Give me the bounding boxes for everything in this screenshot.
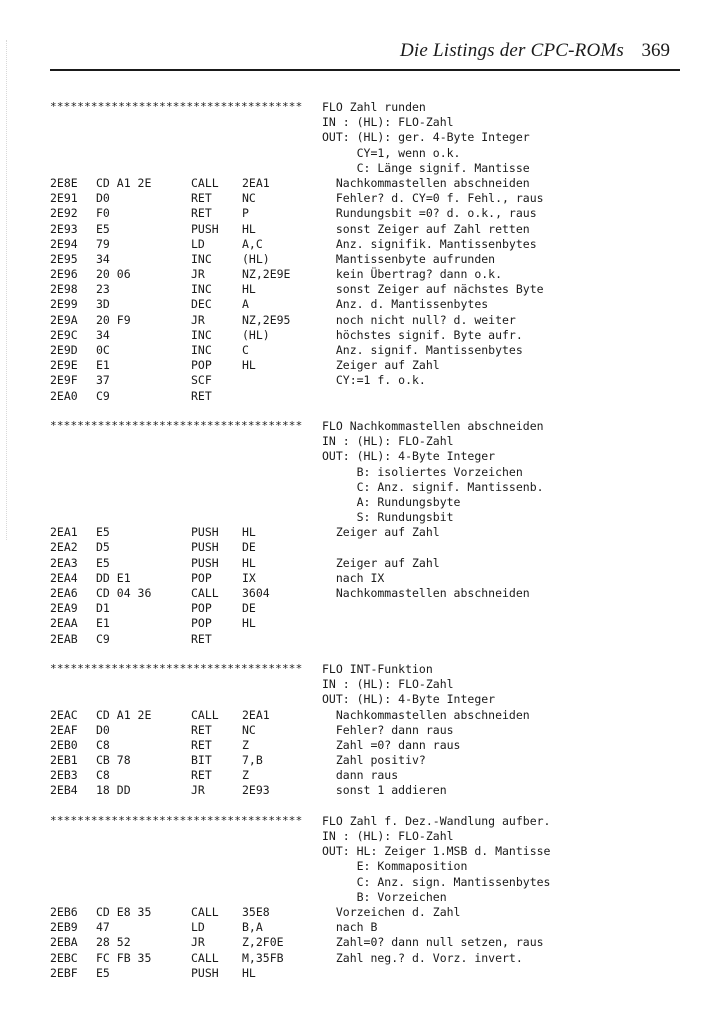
opcode-bytes: C9 (96, 631, 110, 646)
listing-line (50, 890, 690, 905)
listing-line (50, 465, 690, 480)
mnemonic: RET (191, 191, 212, 206)
listing-line (50, 176, 690, 191)
address: 2EA4 (50, 570, 78, 585)
operand: Z (242, 768, 249, 783)
listing-line (50, 692, 690, 707)
running-header (50, 40, 680, 68)
opcode-bytes: 3D (96, 297, 110, 312)
operand: 3604 (242, 586, 270, 600)
address: 2E9C (50, 327, 78, 342)
address: 2E96 (50, 267, 78, 282)
comment: noch nicht null? d. weiter (322, 312, 516, 327)
listing-line (50, 252, 690, 267)
comment: Vorzeichen d. Zahl (322, 904, 461, 919)
listing-line (50, 161, 690, 176)
address: 2E98 (50, 282, 78, 297)
opcode-bytes: CD A1 2E (96, 707, 152, 722)
operand: P (242, 206, 249, 221)
opcode-bytes: CB 78 (96, 753, 131, 768)
listing-line (50, 616, 690, 631)
comment: sonst Zeiger auf nächstes Byte (322, 282, 544, 297)
comment: FLO Zahl f. Dez.-Wandlung aufber. (322, 813, 551, 828)
listing-line (50, 540, 690, 555)
opcode-bytes: D1 (96, 601, 110, 616)
listing-line (50, 753, 690, 768)
mnemonic: CALL (191, 707, 219, 722)
mnemonic: LD (191, 236, 205, 251)
listing-line (50, 267, 690, 282)
mnemonic: LD (191, 920, 205, 935)
listing-line (50, 313, 690, 328)
operand: DE (242, 540, 256, 555)
running-title: Die Listings der CPC-ROMs (399, 40, 624, 61)
opcode-bytes: D0 (96, 722, 110, 737)
listing-line (50, 510, 690, 525)
listing-line (50, 859, 690, 874)
mnemonic: SCF (191, 373, 212, 388)
opcode-bytes: F0 (96, 206, 110, 221)
comment: Anz. signif. Mantissenbytes (322, 343, 523, 357)
comment: sonst Zeiger auf Zahl retten (322, 221, 530, 236)
mnemonic: CALL (191, 586, 219, 600)
operand: NZ,2E9E (242, 267, 291, 282)
address: 2E92 (50, 206, 78, 221)
comment: kein Übertrag? dann o.k. (322, 267, 503, 282)
opcode-bytes: 47 (96, 920, 110, 935)
comment: B: Vorzeichen (322, 889, 447, 904)
listing-line (50, 677, 690, 692)
mnemonic: INC (191, 282, 212, 297)
operand: 2EA1 (242, 175, 270, 190)
binding-margin-marks (6, 40, 9, 540)
comment: nach IX (322, 570, 385, 585)
comment: IN : (HL): FLO-Zahl (322, 677, 454, 692)
comment: Zeiger auf Zahl (322, 525, 440, 540)
mnemonic: JR (191, 312, 205, 327)
listing-line (50, 829, 690, 844)
mnemonic: POP (191, 358, 212, 373)
mnemonic: JR (191, 267, 205, 282)
listing-line (50, 935, 690, 950)
mnemonic: CALL (191, 904, 219, 919)
listing-line (50, 237, 690, 252)
operand: HL (242, 555, 256, 570)
address: 2EB3 (50, 768, 78, 783)
listing-line (50, 434, 690, 449)
mnemonic: CALL (191, 950, 219, 965)
opcode-bytes: FC FB 35 (96, 950, 152, 965)
comment: CY=1, wenn o.k. (322, 145, 461, 160)
address: 2EA2 (50, 540, 78, 555)
address: 2E9F (50, 373, 78, 388)
operand: A,C (242, 236, 263, 251)
listing-line (50, 495, 690, 510)
comment: FLO INT-Funktion (322, 661, 433, 676)
listing-line (50, 343, 690, 358)
opcode-bytes: 28 52 (96, 935, 131, 950)
address: 2E9A (50, 312, 78, 327)
address: 2EAA (50, 616, 78, 631)
comment: CY:=1 f. o.k. (322, 373, 426, 388)
comment: Fehler? d. CY=0 f. Fehl., raus (322, 191, 544, 206)
operand: IX (242, 570, 256, 585)
mnemonic: CALL (191, 175, 219, 190)
mnemonic: RET (191, 388, 212, 403)
opcode-bytes: D5 (96, 540, 110, 555)
mnemonic: POP (191, 601, 212, 616)
comment: B: isoliertes Vorzeichen (322, 464, 523, 479)
listing-line (50, 480, 690, 495)
operand: 2EA1 (242, 707, 270, 722)
mnemonic: RET (191, 631, 212, 646)
operand: Z (242, 737, 249, 752)
mnemonic: BIT (191, 753, 212, 768)
comment: Mantissenbyte aufrunden (322, 251, 496, 266)
address: 2EA3 (50, 555, 78, 570)
listing-line (50, 799, 690, 814)
listing-line (50, 647, 690, 662)
listing-line (50, 115, 690, 130)
listing-line (50, 601, 690, 616)
opcode-bytes: 18 DD (96, 783, 131, 798)
opcode-bytes: CD A1 2E (96, 175, 152, 190)
comment: Zahl neg.? d. Vorz. invert. (322, 950, 523, 965)
section-separator: ************************************* (50, 813, 303, 827)
comment: Fehler? dann raus (322, 722, 454, 737)
section-separator: ************************************* (50, 661, 303, 675)
mnemonic: PUSH (191, 540, 219, 555)
listing-line (50, 951, 690, 966)
comment: Anz. d. Mantissenbytes (322, 297, 489, 312)
opcode-bytes: 0C (96, 343, 110, 357)
listing-line (50, 146, 690, 161)
opcode-bytes: DD E1 (96, 570, 131, 585)
operand: HL (242, 525, 256, 540)
comment: C: Länge signif. Mantisse (322, 160, 530, 175)
listing-line (50, 844, 690, 859)
listing-line (50, 419, 690, 434)
operand: B,A (242, 920, 263, 935)
address: 2EA1 (50, 525, 78, 540)
comment: sonst 1 addieren (322, 783, 447, 798)
listing-line (50, 222, 690, 237)
mnemonic: INC (191, 251, 212, 266)
comment: OUT: HL: Zeiger 1.MSB d. Mantisse (322, 844, 551, 859)
operand: HL (242, 358, 256, 373)
mnemonic: JR (191, 935, 205, 950)
comment: FLO Zahl runden (322, 100, 426, 114)
opcode-bytes: 34 (96, 327, 110, 342)
operand: (HL) (242, 327, 270, 342)
operand: HL (242, 965, 256, 980)
address: 2EB9 (50, 920, 78, 935)
address: 2E8E (50, 175, 78, 190)
operand: DE (242, 601, 256, 616)
listing-line (50, 206, 690, 221)
listing-line (50, 723, 690, 738)
opcode-bytes: D0 (96, 191, 110, 206)
operand: M,35FB (242, 950, 284, 965)
listing-line (50, 738, 690, 753)
assembly-listing (50, 100, 690, 981)
comment: C: Anz. sign. Mantissenbytes (322, 874, 551, 889)
listing-line (50, 358, 690, 373)
comment: Zeiger auf Zahl (322, 555, 440, 570)
section-separator: ************************************* (50, 418, 303, 432)
operand: A (242, 297, 249, 312)
address: 2EA0 (50, 388, 78, 403)
comment: OUT: (HL): 4-Byte Integer (322, 449, 496, 464)
header-rule (50, 69, 680, 71)
listing-line (50, 100, 690, 115)
address: 2EB1 (50, 753, 78, 768)
comment: IN : (HL): FLO-Zahl (322, 829, 454, 843)
comment: OUT: (HL): ger. 4-Byte Integer (322, 130, 530, 145)
opcode-bytes: 37 (96, 373, 110, 388)
address: 2EA9 (50, 601, 78, 616)
comment: Nachkommastellen abschneiden (322, 707, 530, 722)
operand: (HL) (242, 251, 270, 266)
listing-line (50, 632, 690, 647)
listing-line (50, 708, 690, 723)
address: 2EAF (50, 722, 78, 737)
opcode-bytes: E1 (96, 358, 110, 373)
opcode-bytes: C9 (96, 388, 110, 403)
mnemonic: POP (191, 570, 212, 585)
listing-line (50, 920, 690, 935)
operand: Z,2F0E (242, 935, 284, 950)
mnemonic: POP (191, 616, 212, 631)
listing-line (50, 191, 690, 206)
comment: Zahl=0? dann null setzen, raus (322, 935, 544, 950)
address: 2EA6 (50, 586, 78, 600)
opcode-bytes: E5 (96, 965, 110, 980)
opcode-bytes: 34 (96, 251, 110, 266)
comment: Zahl positiv? (322, 753, 426, 768)
listing-line (50, 130, 690, 145)
address: 2E9E (50, 358, 78, 373)
listing-line (50, 905, 690, 920)
listing-line (50, 389, 690, 404)
opcode-bytes: E5 (96, 555, 110, 570)
address: 2EAC (50, 707, 78, 722)
listing-line (50, 875, 690, 890)
operand: NZ,2E95 (242, 312, 291, 327)
address: 2EAB (50, 631, 78, 646)
comment: höchstes signif. Byte aufr. (322, 327, 523, 342)
address: 2EBA (50, 935, 78, 950)
opcode-bytes: E5 (96, 221, 110, 236)
mnemonic: DEC (191, 297, 212, 312)
mnemonic: PUSH (191, 221, 219, 236)
address: 2EBF (50, 965, 78, 980)
listing-line (50, 814, 690, 829)
operand: NC (242, 191, 256, 206)
mnemonic: RET (191, 737, 212, 752)
operand: C (242, 343, 249, 357)
opcode-bytes: 79 (96, 236, 110, 251)
opcode-bytes: CD 04 36 (96, 586, 152, 600)
address: 2EBC (50, 950, 78, 965)
comment: OUT: (HL): 4-Byte Integer (322, 692, 496, 707)
comment: Anz. signifik. Mantissenbytes (322, 236, 537, 251)
opcode-bytes: 20 F9 (96, 312, 131, 327)
listing-line (50, 373, 690, 388)
comment: Rundungsbit =0? d. o.k., raus (322, 206, 537, 221)
listing-line (50, 525, 690, 540)
mnemonic: PUSH (191, 525, 219, 540)
comment: Nachkommastellen abschneiden (322, 175, 530, 190)
address: 2E9D (50, 343, 78, 357)
comment: A: Rundungsbyte (322, 494, 461, 509)
mnemonic: RET (191, 206, 212, 221)
address: 2E94 (50, 236, 78, 251)
listing-line (50, 282, 690, 297)
mnemonic: PUSH (191, 555, 219, 570)
mnemonic: JR (191, 783, 205, 798)
comment: Nachkommastellen abschneiden (322, 586, 530, 600)
operand: HL (242, 616, 256, 631)
listing-line (50, 571, 690, 586)
listing-line (50, 297, 690, 312)
listing-line (50, 783, 690, 798)
address: 2EB0 (50, 737, 78, 752)
listing-line (50, 328, 690, 343)
comment: dann raus (322, 768, 399, 783)
address: 2E93 (50, 221, 78, 236)
opcode-bytes: 23 (96, 282, 110, 297)
comment: FLO Nachkommastellen abschneiden (322, 418, 544, 433)
opcode-bytes: CD E8 35 (96, 904, 152, 919)
operand: NC (242, 722, 256, 737)
operand: 7,B (242, 753, 263, 768)
operand: HL (242, 282, 256, 297)
address: 2EB4 (50, 783, 78, 798)
listing-line (50, 586, 690, 601)
comment: S: Rundungsbit (322, 510, 454, 525)
address: 2E99 (50, 297, 78, 312)
listing-line (50, 404, 690, 419)
opcode-bytes: C8 (96, 737, 110, 752)
opcode-bytes: C8 (96, 768, 110, 783)
mnemonic: PUSH (191, 965, 219, 980)
opcode-bytes: E5 (96, 525, 110, 540)
comment: nach B (322, 920, 378, 935)
section-separator: ************************************* (50, 100, 303, 113)
operand: HL (242, 221, 256, 236)
opcode-bytes: E1 (96, 616, 110, 631)
mnemonic: INC (191, 343, 212, 357)
operand: 35E8 (242, 904, 270, 919)
comment: IN : (HL): FLO-Zahl (322, 115, 454, 130)
listing-line (50, 556, 690, 571)
comment: E: Kommaposition (322, 859, 468, 874)
comment: Zeiger auf Zahl (322, 358, 440, 373)
comment: C: Anz. signif. Mantissenb. (322, 479, 544, 494)
listing-line (50, 662, 690, 677)
comment: Zahl =0? dann raus (322, 737, 461, 752)
listing-line (50, 449, 690, 464)
operand: 2E93 (242, 783, 270, 798)
address: 2E91 (50, 191, 78, 206)
mnemonic: RET (191, 722, 212, 737)
mnemonic: INC (191, 327, 212, 342)
comment: IN : (HL): FLO-Zahl (322, 434, 454, 449)
address: 2E95 (50, 251, 78, 266)
mnemonic: RET (191, 768, 212, 783)
listing-line (50, 966, 690, 981)
listing-line (50, 768, 690, 783)
opcode-bytes: 20 06 (96, 267, 131, 282)
address: 2EB6 (50, 904, 78, 919)
page-number: 369 (641, 40, 670, 61)
